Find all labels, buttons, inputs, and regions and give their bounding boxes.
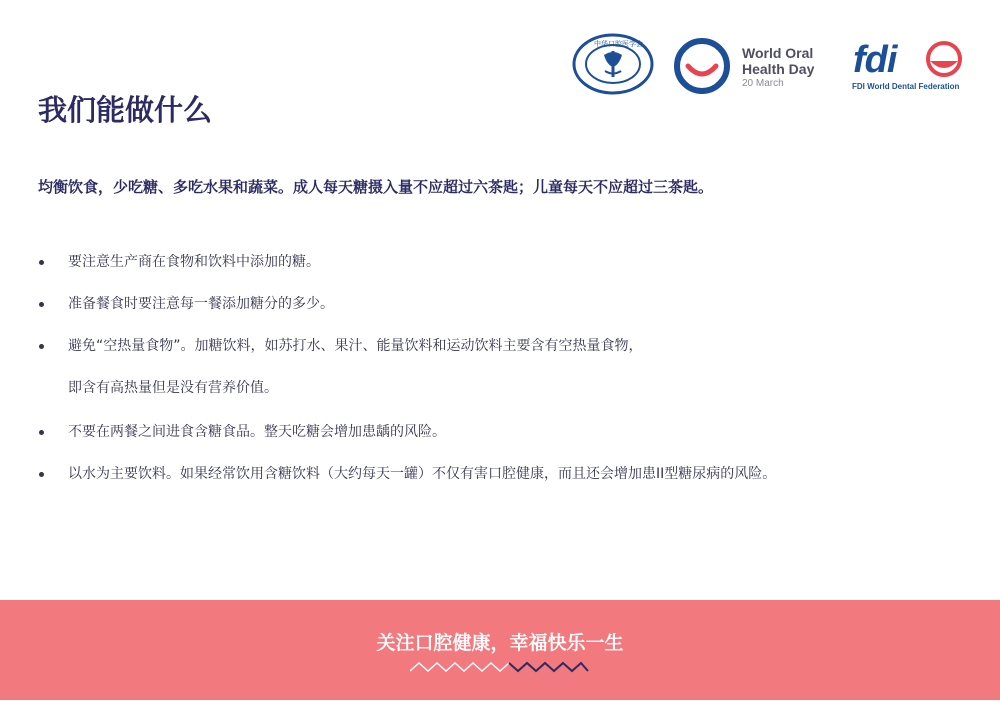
- header-logos: [572, 33, 972, 99]
- wohd-line-1: World Oral: [742, 45, 814, 61]
- bullet-item: 避免“空热量食物”。加糖饮料，如苏打水、果汁、能量饮料和运动饮料主要含有空热量食物，: [38, 336, 776, 356]
- fdi-smile-circle-icon: [924, 39, 964, 79]
- bullet-item: 不要在两餐之间进食含糖食品。整天吃糖会增加患龋的风险。: [38, 422, 776, 442]
- footer-slogan: 关注口腔健康，幸福快乐一生: [376, 632, 624, 654]
- bullet-item: 以水为主要饮料。如果经常饮用含糖饮料（大约每天一罐）不仅有害口腔健康，而且还会增加患II型糖尿病的风险。: [38, 464, 776, 484]
- csa-logo-label: 中华口腔医学会: [594, 40, 643, 48]
- smile-circle-icon: [672, 36, 732, 96]
- footer-banner: [0, 600, 1000, 700]
- bullet-list: [38, 252, 776, 484]
- page-title: 我们能做什么: [38, 93, 213, 127]
- wohd-line-2: Health Day: [742, 61, 815, 77]
- fdi-logo: [850, 35, 970, 97]
- bullet-item: 准备餐食时要注意每一餐添加糖分的多少。: [38, 294, 776, 314]
- fdi-wordmark: fdi: [853, 39, 897, 81]
- bullet-continuation: 即含有高热量但是没有营养价值。: [68, 380, 278, 396]
- wohd-date: 20 March: [742, 78, 784, 89]
- wave-decoration-icon: [410, 659, 590, 675]
- bullet-item: 要注意生产商在食物和饮料中添加的糖。: [38, 252, 776, 272]
- wohd-wordmark: [742, 45, 842, 91]
- fdi-subtitle: FDI World Dental Federation: [852, 82, 960, 91]
- intro-text: 均衡饮食，少吃糖、多吃水果和蔬菜。成人每天糖摄入量不应超过六茶匙；儿童每天不应超过三茶匙。: [38, 178, 714, 196]
